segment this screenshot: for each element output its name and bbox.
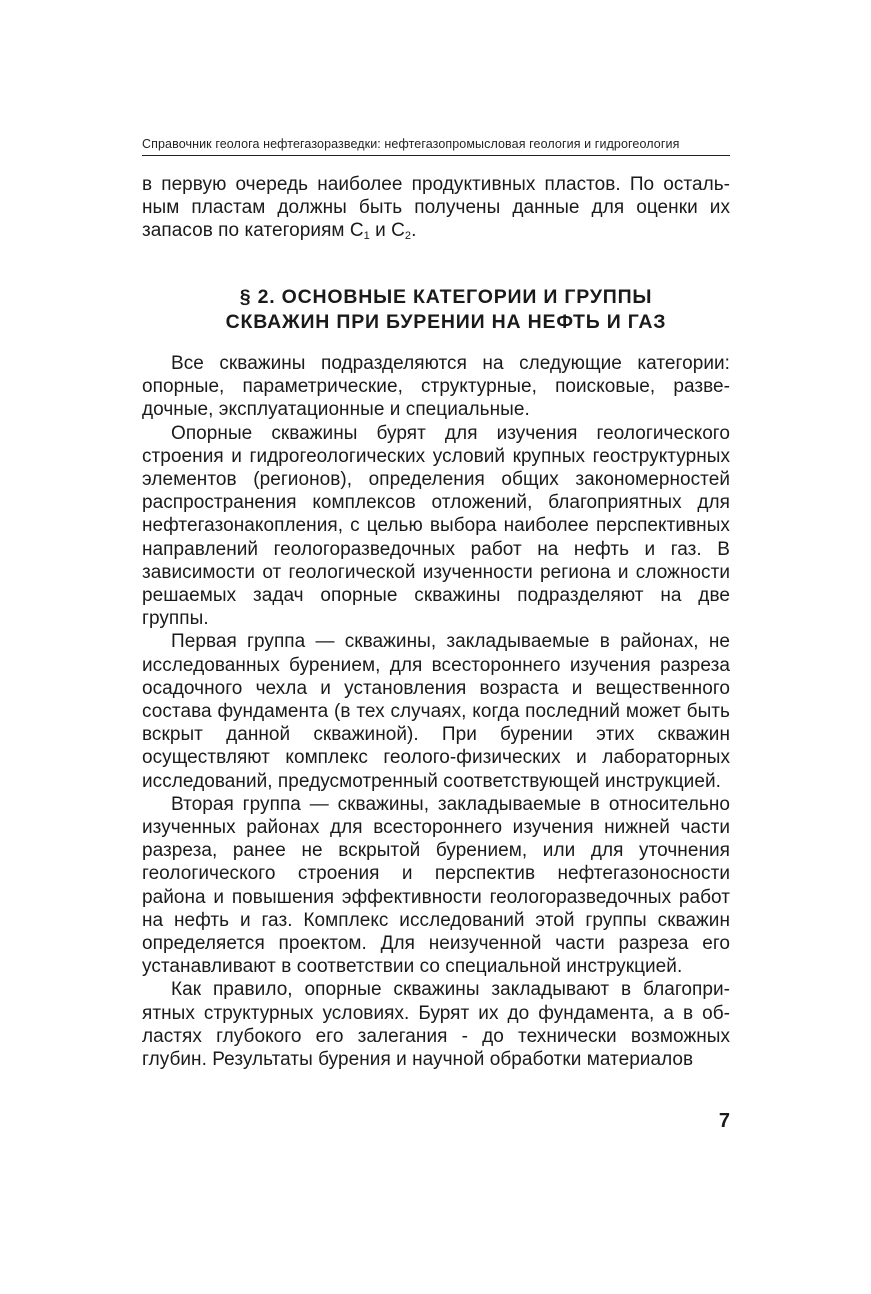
section-title-line-1: § 2. ОСНОВНЫЕ КАТЕГОРИИ И ГРУППЫ [239, 286, 653, 308]
paragraph-placement: Как правило, опорные скважины закладывают в благоприятных структурных условиях. Бурят их до фундамента, а в областях глубокого его залегания - до технически возможных глубин. Результаты бурения и научной обработки материалов [142, 979, 730, 1071]
paragraph-reference-wells: Опорные скважины бурят для изучения геологического строения и гидрогеологических условий крупных геоструктурных элементов (регионов), определения общих закономерностей распространения комплексов отложений, благоприятных для нефтегазонакопления, с целью выбора наиболее перспективных направлений геологоразведочных работ на нефть и газ. В зависимости от геологической изученности региона и сложности решаемых задач опорные скважины подразделяют на две группы. [142, 422, 730, 630]
lead-paragraph [142, 173, 730, 243]
main-text-block [142, 352, 730, 1071]
subscript-2: 2 [404, 230, 412, 243]
lead-text: в первую очередь наиболее продуктивных пластов. По остальным пластам должны быть получены данные для оценки их запасов по категориям С [142, 174, 730, 242]
running-head: Справочник геолога нефтегазоразведки: нефтегазопромысловая геология и гидрогеология [142, 137, 680, 151]
lead-paragraph-block [142, 173, 730, 243]
paragraph-first-group: Первая группа — скважины, закладываемые в районах, не исследованных бурением, для всестороннего изучения разреза осадочного чехла и установления возраста и вещественного состава фундамента (в тех случаях, когда последний может быть вскрыт данной скважиной). При бурении этих скважин осуществляют комплекс геолого-физических и лабораторных исследований, предусмотренный соответствующей инструкцией. [142, 631, 730, 792]
lead-mid: и С [369, 220, 405, 242]
running-head-rule [142, 155, 730, 156]
page-number: 7 [718, 1110, 730, 1132]
subscript-1: 1 [363, 230, 370, 243]
paragraph-second-group: Вторая группа — скважины, закладываемые в относительно изученных районах для всестороннего изучения нижней части разреза, ранее не вскрытой бурением, или для уточнения геологического строения и перспектив нефтегазоносности района и повышения эффективности геологоразведочных работ на нефть и газ. Комплекс исследований этой группы скважин определяется проектом. Для неизученной части разреза его устанавливают в соответствии со специальной инструкцией. [142, 793, 730, 978]
lead-end: . [411, 220, 417, 242]
section-title [142, 285, 730, 334]
paragraph-categories: Все скважины подразделяются на следующие категории: опорные, параметрические, структурные, поисковые, разведочные, эксплуатационные и специальные. [142, 353, 730, 421]
section-title-line-2: СКВАЖИН ПРИ БУРЕНИИ НА НЕФТЬ И ГАЗ [225, 310, 667, 333]
